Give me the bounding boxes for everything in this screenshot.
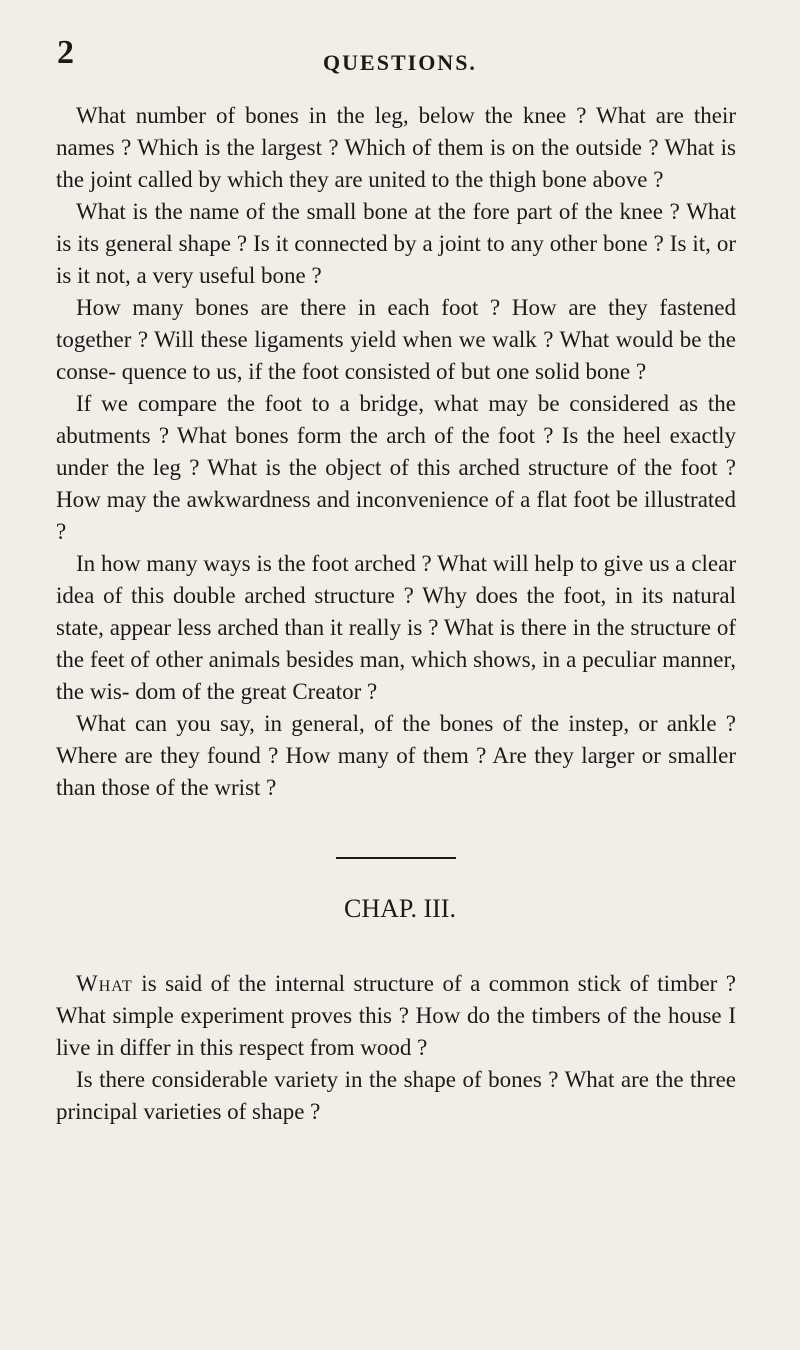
- question-paragraph: How many bones are there in each foot ? How are they fastened together ? Will these ligaments yield when we walk ? What would be the conse- quence to us, if the foot consisted of but one solid bone ?: [56, 295, 736, 384]
- question-paragraph: In how many ways is the foot arched ? What will help to give us a clear idea of this double arched structure ? Why does the foot, in its natural state, appear less arched than it really is ? What is there in the structure of the feet of other animals besides man, which shows, in a peculiar manner, the wis- dom of the great Creator ?: [56, 551, 736, 704]
- question-paragraph: What is the name of the small bone at the fore part of the knee ? What is its general shape ? Is it connected by a joint to any other bone ? Is it, or is it not, a very useful bone ?: [56, 199, 736, 288]
- chapter-block: [56, 968, 736, 1128]
- chapter-first-word: What: [76, 971, 133, 996]
- chapter-paragraph-text: is said of the internal structure of a common stick of timber ? What simple experiment proves this ? How do the timbers of the house I live in differ in this respect from wood ?: [56, 971, 736, 1060]
- questions-block: [56, 100, 736, 804]
- running-head: QUESTIONS.: [323, 50, 477, 75]
- chapter-paragraph: Is there considerable variety in the shape of bones ? What are the three principal varieties of shape ?: [56, 1067, 736, 1124]
- page-number: 2: [57, 34, 74, 71]
- chapter-title: CHAP. III.: [344, 894, 456, 923]
- question-paragraph: What can you say, in general, of the bones of the instep, or ankle ? Where are they found ? How many of them ? Are they larger or smaller than those of the wrist ?: [56, 711, 736, 800]
- question-paragraph: What number of bones in the leg, below the knee ? What are their names ? Which is the largest ? Which of them is on the outside ? What is the joint called by which they are united to the thigh bone above ?: [56, 103, 736, 192]
- section-divider: [336, 857, 456, 859]
- chapter-paragraph: [56, 968, 736, 1064]
- question-paragraph: If we compare the foot to a bridge, what may be considered as the abutments ? What bones form the arch of the foot ? Is the heel exactly under the leg ? What is the object of this arched structure of the foot ? How may the awkwardness and inconvenience of a flat foot be illustrated ?: [56, 391, 736, 544]
